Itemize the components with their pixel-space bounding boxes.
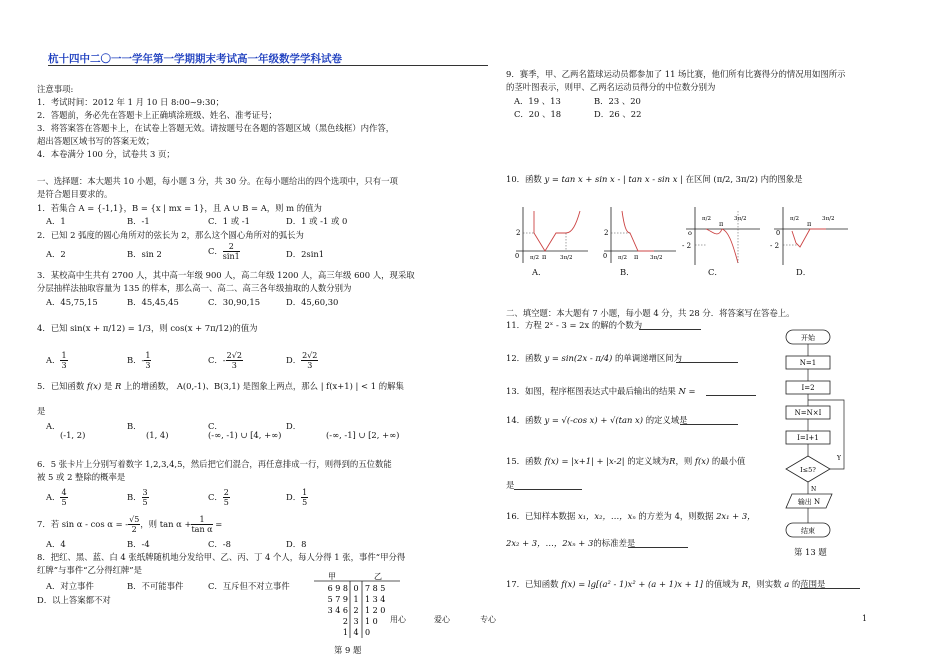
stem-leaf-left: 2 [342,617,348,626]
flow-yes-label: Y [837,455,841,462]
axis-tick-pi: π [542,253,547,261]
notice-heading: 注意事项: [37,84,74,94]
q5-option-b-label: B． [127,421,142,431]
flowchart-caption: 第 13 题 [794,547,827,557]
axis-label-2: 2 [604,229,609,237]
q2-stem: 2．已知 2 弧度的圆心角所对的弦长为 2，那么这个圆心角所对的弧长为 [37,230,304,240]
q3-option-a: A．45,75,15 [46,297,98,307]
q2-option-a: A．2 [46,249,66,259]
q13-stem: 13．如图，程序框图表达式中最后输出的结果 N = [506,386,696,396]
q5-option-d: (-∞, -1] ∪ [2, +∞) [326,430,400,440]
axis-tick-pi: π [719,220,724,228]
notice-item-3: 3．将答案答在答题卡上，在试卷上答题无效。请按题号在各题的答题区域（黑色线框）内作答， [37,123,395,133]
q1-option-d: D．1 或 -1 或 0 [286,216,348,226]
q9-line1: 9．赛季，甲、乙两名篮球运动员都参加了 11 场比赛，他们所有比赛得分的情况用如图所示 [506,69,846,79]
q4-option-d: D． $\frac{2√2}{3}$ [286,351,318,370]
axis-origin: 0 [515,252,520,260]
flow-init-n: N=1 [799,359,817,367]
q15-answer-blank [514,489,582,490]
q2-option-c: C． $\frac{2}{\sin 1}$ [208,242,240,261]
q3-option-c: C．30,90,15 [208,297,261,307]
q14-stem: 14．函数 y = √(-cos x) + √(tan x) 的定义域是 [506,415,688,425]
stem-leaf-stem: 3 [353,617,359,626]
q17-answer-blank [800,588,860,589]
stem-leaf-left: 1 [342,628,348,637]
q10-label-c: C． [708,267,723,277]
stem-leaf-stem: 2 [353,606,359,615]
q6-line1: 6．5 张卡片上分别写着数字 1,2,3,4,5，然后把它们混合，再任意排成一行，则得到的五位数能 [37,459,392,469]
q5-option-a-label: A． [46,421,61,431]
q2-option-b: B．sin 2 [127,249,162,259]
q12-stem: 12．函数 y = sin(2x - π/4) 的单调递增区间为 [506,353,682,363]
q4-option-a: A． $\frac{1}{3}$ [46,351,67,370]
stem-leaf-right: 0 [365,628,371,637]
q12-answer-blank [676,362,738,363]
axis-tick-3pi-half: 3π/2 [822,216,835,222]
q3-line1: 3．某校高中生共有 2700 人，其中高一年级 900 人，高二年级 1200 人，高三年级 600 人，现采取 [37,270,415,280]
q7-option-d: D．8 [286,539,307,549]
q6-option-c: C． $\frac{2}{5}$ [208,488,229,507]
axis-label-2: 2 [516,229,521,237]
q5-option-b: (1, 4) [146,430,169,440]
q16-answer-blank [628,547,688,548]
stem-leaf-right: 7 8 5 [365,584,386,593]
q1-option-c: C．1 或 -1 [208,216,250,226]
q7-option-b: B．-4 [127,539,150,549]
q1-stem: 1．若集合 A = {-1,1}，B = {x | mx = 1}，且 A ∪ B = A，则 m 的值为 [37,203,322,213]
flowchart-q13 [770,328,865,546]
axis-origin: 0 [776,229,781,237]
q15-stem: 15．函数 f(x) = |x+1| + |x-2| 的定义域为R，则 f(x) 的最小值 [506,456,746,466]
q3-line2: 分层抽样法抽取容量为 135 的样本，那么高一、高二、高三各年级抽取的人数分别为 [37,283,352,293]
flow-output: 输出 N [797,498,821,506]
q3-option-b: B．45,45,45 [127,297,179,307]
flow-end: 结束 [801,527,815,535]
q5-stem: 5．已知函数 f(x) 是 R 上的增函数， A(0,-1)、B(3,1) 是图象上两点，那么 | f(x+1) | < 1 的解集 [37,381,404,391]
flow-init-i: I=2 [801,384,815,392]
stem-leaf-plot [312,570,402,648]
q13-answer-blank [706,395,756,396]
axis-tick-3pi-half: 3π/2 [560,255,573,261]
q7-option-c: C．-8 [208,539,231,549]
footer-zhuanxin: 专心 [480,615,496,624]
q8-line1: 8．把红、黑、蓝、白 4 张纸牌随机地分发给甲、乙、丙、丁 4 个人，每人分得 1 张，事件“甲分得 [37,552,406,562]
stem-leaf-left: 3 4 6 [327,606,348,615]
page-number: 1 [862,614,868,623]
section1-line2: 是符合题目要求的。 [37,189,113,199]
q5-option-c-label: C． [208,421,223,431]
q8-option-a: A．对立事件 [46,581,94,591]
section1-line1: 一、选择题：本大题共 10 小题，每小题 3 分，共 30 分。在每小题给出的四个选项中，只有一项 [37,176,398,186]
q15-line2: 是 [506,480,515,490]
stem-leaf-right: 1 0 [365,617,378,626]
axis-origin: 0 [603,252,608,260]
q5-option-d-label: D． [286,421,302,431]
q10-graph-c [682,205,762,267]
q16-line1: 16．已知样本数据 x₁，x₂，…，xₙ 的方差为 4，则数据 2x₁ + 3， [506,511,756,521]
q10-stem: 10．函数 y = tan x + sin x - | tan x - sin x | 在区间 (π/2, 3π/2) 内的图象是 [506,174,803,184]
notice-item-1: 1．考试时间：2012 年 1 月 10 日 8:00~9:30； [37,97,224,107]
axis-label-neg2: - 2 [682,242,692,250]
stem-leaf-left: 6 9 8 [327,584,348,593]
axis-tick-pi-half: π/2 [530,255,539,261]
q7-stem: 7．若 sin α - cos α = - $\frac{√5}{2}$ ，则 tan α + $\frac{1}{\text{tan α}}$ = [37,515,223,534]
q7-option-a: A．4 [46,539,66,549]
flow-increment: I=I+1 [797,434,819,442]
axis-tick-3pi-half: 3π/2 [650,255,663,261]
stem-leaf-header-right: 乙 [374,572,382,581]
axis-tick-pi-half: π/2 [702,216,711,222]
q4-option-b: B．- $\frac{1}{3}$ [127,351,151,370]
q5-option-c: (-∞, -1) ∪ [4, +∞) [208,430,282,440]
q9-option-d: D．26 、22 [594,109,642,119]
q10-label-a: A． [532,267,547,277]
axis-tick-3pi-half: 3π/2 [734,216,747,222]
flow-multiply: N=N×I [794,409,822,417]
q9-option-c: C．20 、18 [514,109,562,119]
q10-graph-b [598,205,678,265]
q17-stem: 17．已知函数 f(x) = lg[(a² - 1)x² + (a + 1)x + 1] 的值域为 R，则实数 a 的范围是 [506,579,826,589]
q8-option-b: B．不可能事件 [127,581,184,591]
axis-origin: o [688,229,692,237]
q10-graph-a [510,205,590,265]
q6-option-b: B． $\frac{3}{5}$ [127,488,148,507]
q1-option-b: B．-1 [127,216,150,226]
stem-leaf-caption: 第 9 题 [334,645,362,655]
footer-yongxin: 用心 [390,615,406,624]
exam-title: 杭十四中二〇一一学年第一学期期末考试高一年级数学学科试卷 [48,53,342,65]
stem-leaf-stem: 1 [353,595,359,604]
q4-option-c: C．- $\frac{2√2}{3}$ [208,351,242,370]
axis-tick-pi-half: π/2 [618,255,627,261]
q16-line2: 2x₂ + 3，…，2xₙ + 3的标准差是 [506,538,636,548]
section2-heading: 二、填空题：本大题有 7 小题，每小题 4 分，共 28 分．将答案写在答卷上。 [506,308,795,318]
q6-line2: 被 5 或 2 整除的概率是 [37,472,126,482]
stem-leaf-right: 1 2 0 [365,606,386,615]
q10-label-b: B． [620,267,635,277]
q9-option-b: B．23 、20 [594,96,641,106]
axis-tick-pi: π [634,253,639,261]
q9-line2: 的茎叶图表示，则甲、乙两名运动员得分的中位数分别为 [506,82,716,92]
q8-option-d: D．以上答案都不对 [37,595,111,605]
q14-answer-blank [680,424,738,425]
title-underline [48,65,488,66]
q1-option-a: A．1 [46,216,66,226]
axis-label-neg2: - 2 [770,242,780,250]
flow-condition: I≤5? [800,466,816,474]
q6-option-d: D． $\frac{1}{5}$ [286,488,308,507]
flow-no-label: N [811,486,817,493]
q5-stem-line2: 是 [37,406,46,416]
notice-item-3b: 超出答题区域书写的答案无效； [37,136,155,146]
q9-option-a: A．19 、13 [514,96,561,106]
footer-aixin: 爱心 [434,615,450,624]
q8-option-c: C．互斥但不对立事件 [208,581,290,591]
flow-start: 开始 [801,334,815,342]
stem-leaf-right: 1 3 4 [365,595,386,604]
stem-leaf-header-left: 甲 [328,572,336,581]
q11-answer-blank [639,329,701,330]
q8-line2: 红牌”与事件“乙分得红牌”是 [37,565,142,575]
q4-stem: 4．已知 sin(x + π/12) = 1/3，则 cos(x + 7π/12)的值为 [37,323,258,333]
q10-label-d: D． [796,267,812,277]
q5-option-a: (-1, 2) [60,430,86,440]
q10-graph-d [770,205,850,267]
notice-item-2: 2．答题前，务必先在答题卡上正确填涂班级、姓名、准考证号； [37,110,277,120]
stem-leaf-left: 5 7 9 [327,595,348,604]
notice-item-4: 4．本卷满分 100 分，试卷共 3 页； [37,149,175,159]
q2-option-d: D．2sin1 [286,249,325,259]
stem-leaf-stem: 4 [353,628,359,637]
stem-leaf-stem: 0 [353,584,359,593]
q6-option-a: A． $\frac{4}{5}$ [46,488,67,507]
q3-option-d: D．45,60,30 [286,297,339,307]
axis-tick-pi: π [807,220,812,228]
axis-tick-pi-half: π/2 [790,216,799,222]
q11-stem: 11．方程 2ˣ - 3 = 2x 的解的个数为 [506,320,643,330]
